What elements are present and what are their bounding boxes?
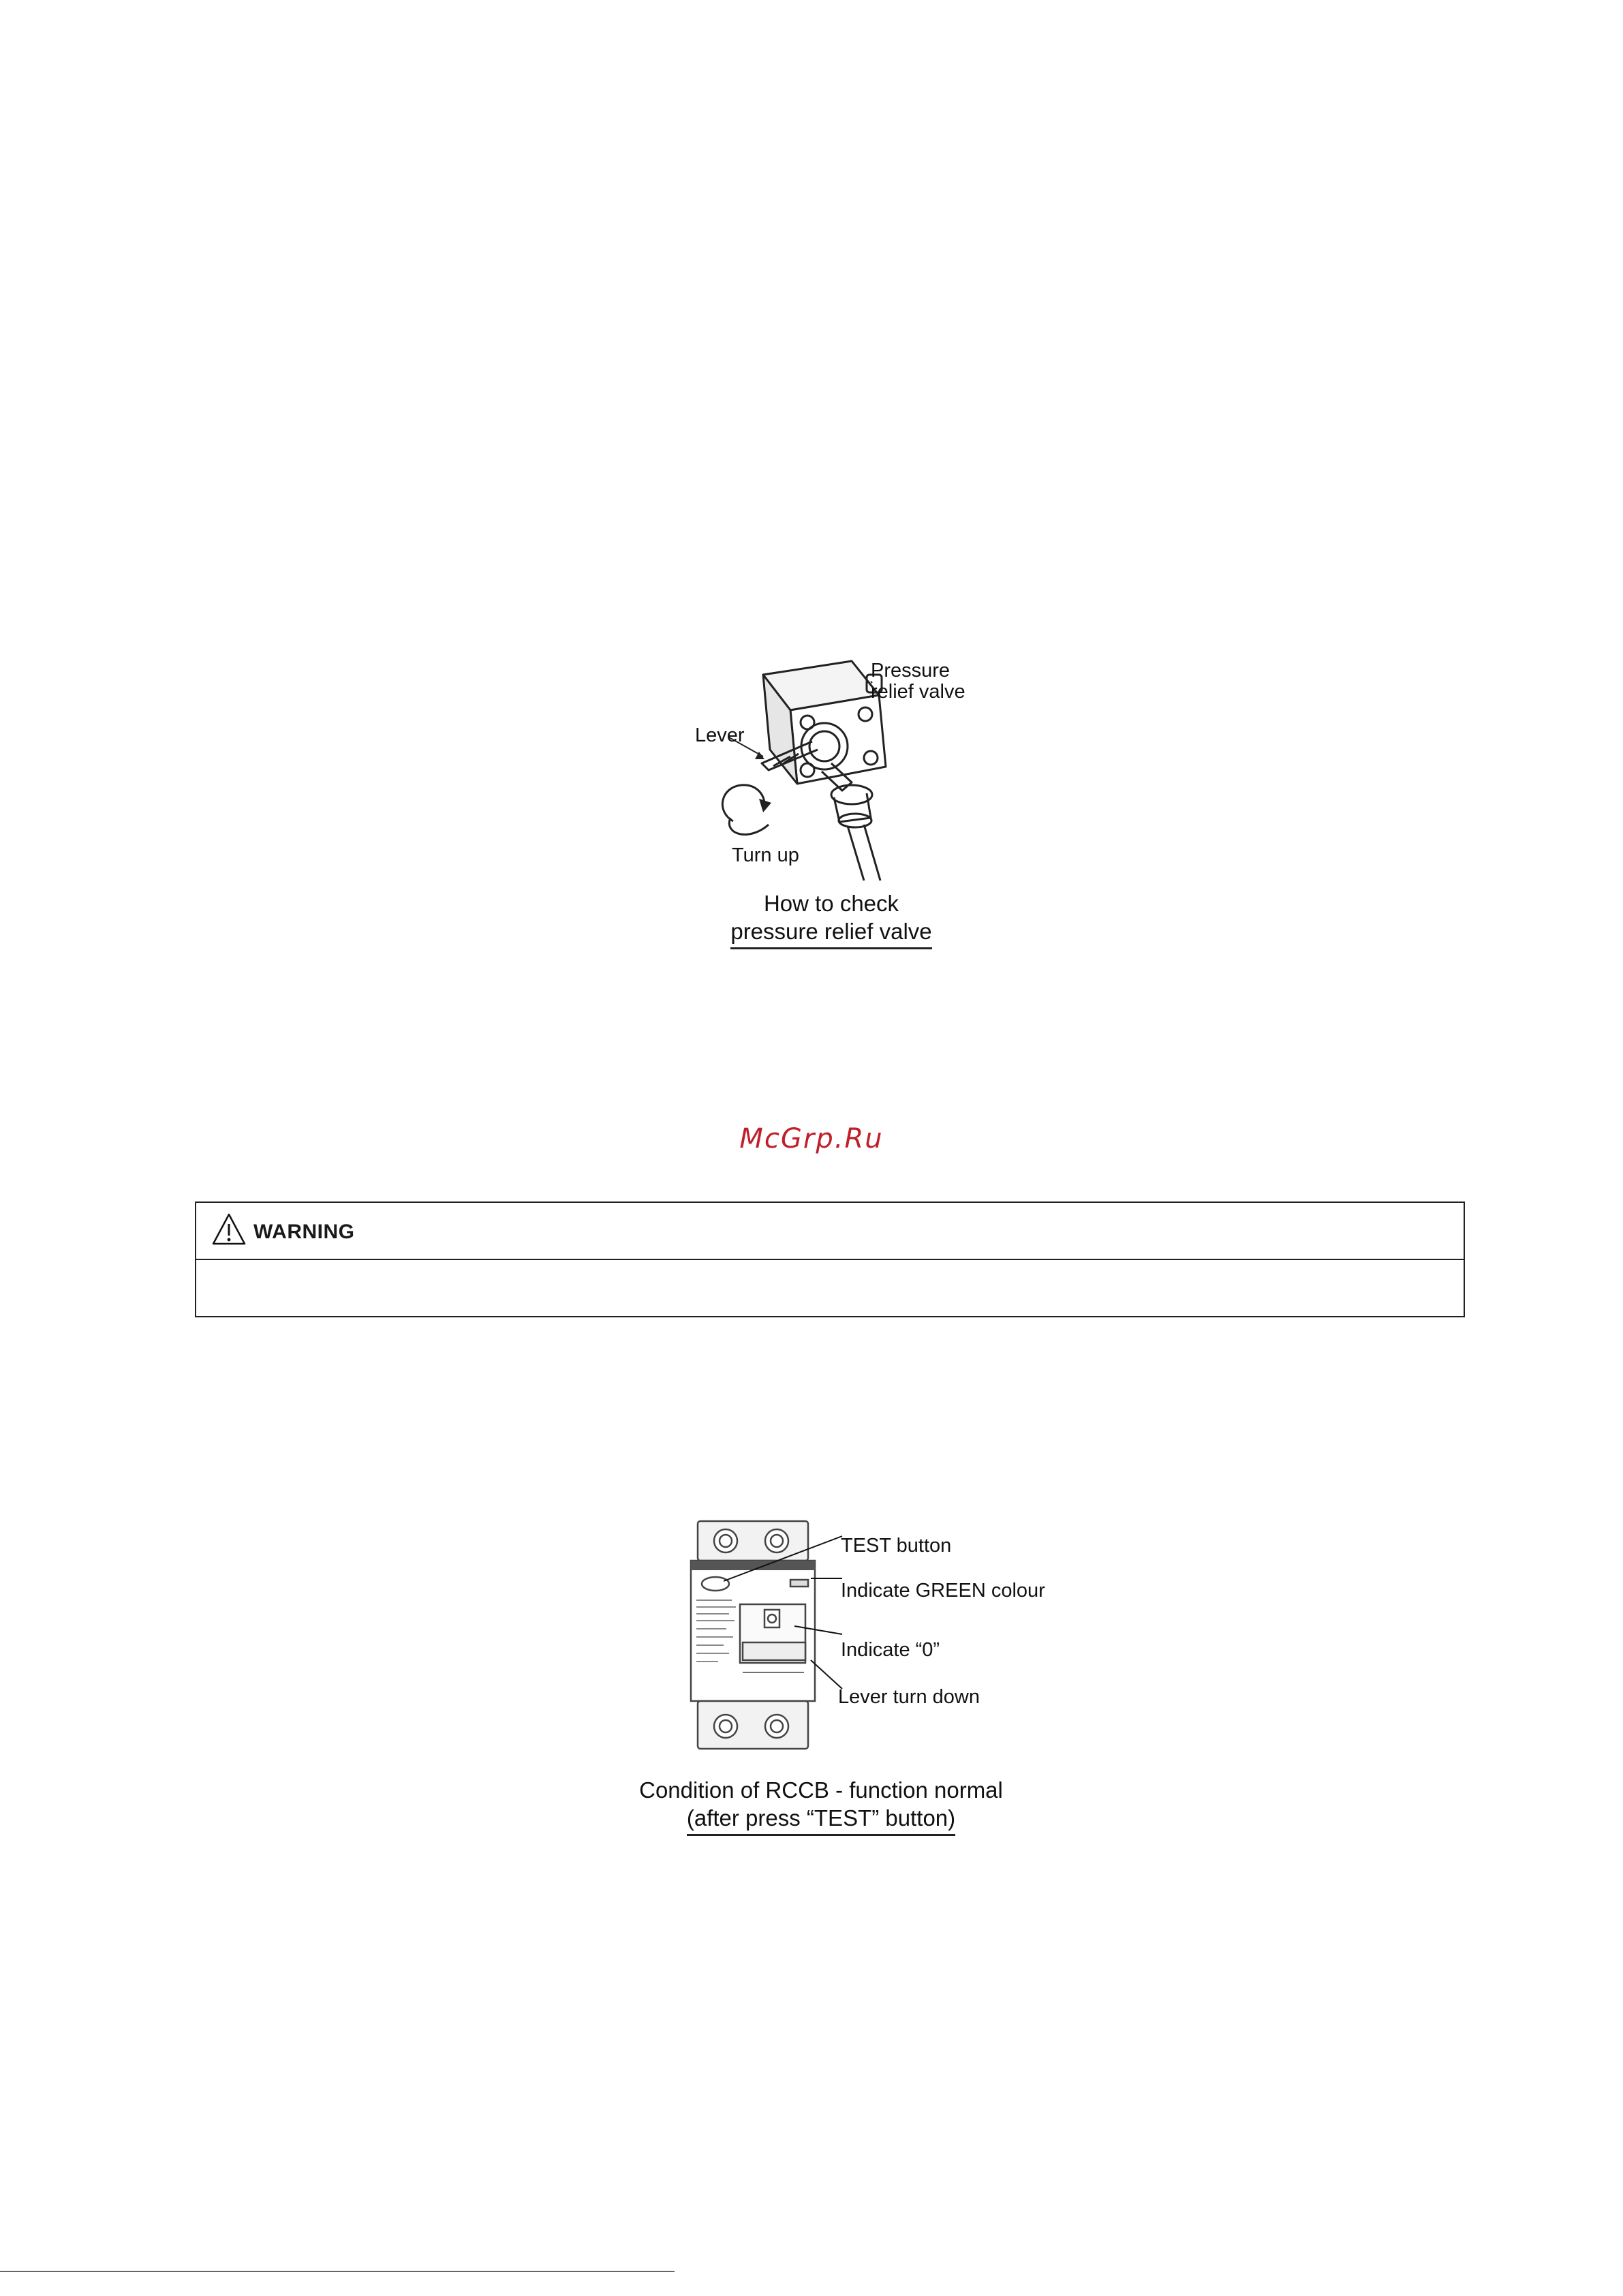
figure1-caption-line1: How to check bbox=[763, 891, 899, 916]
figure1-caption bbox=[702, 889, 961, 949]
bottom-rule bbox=[0, 2271, 675, 2272]
label-turn-up: Turn up bbox=[732, 844, 799, 866]
label-indicate-green: Indicate GREEN colour bbox=[841, 1580, 1045, 1602]
watermark-text: McGrp.Ru bbox=[739, 1123, 884, 1154]
rccb-leader-lines bbox=[709, 1527, 845, 1704]
figure2-caption bbox=[600, 1776, 1042, 1836]
label-pressure-line2: relief valve bbox=[871, 681, 965, 703]
figure1-caption-line2: pressure relief valve bbox=[730, 917, 931, 949]
label-lever-down: Lever turn down bbox=[838, 1686, 980, 1708]
warning-title: WARNING bbox=[253, 1221, 355, 1243]
label-pressure-line1: Pressure bbox=[871, 660, 950, 682]
label-lever: Lever bbox=[695, 724, 745, 746]
figure2-caption-line2: (after press “TEST” button) bbox=[687, 1804, 955, 1835]
warning-triangle-icon bbox=[211, 1212, 247, 1246]
label-test-button: TEST button bbox=[841, 1535, 952, 1557]
figure2-caption-line1: Condition of RCCB - function normal bbox=[639, 1777, 1003, 1803]
label-indicate-zero: Indicate “0” bbox=[841, 1639, 940, 1661]
warning-box bbox=[195, 1201, 1465, 1317]
warning-header bbox=[196, 1203, 1464, 1260]
